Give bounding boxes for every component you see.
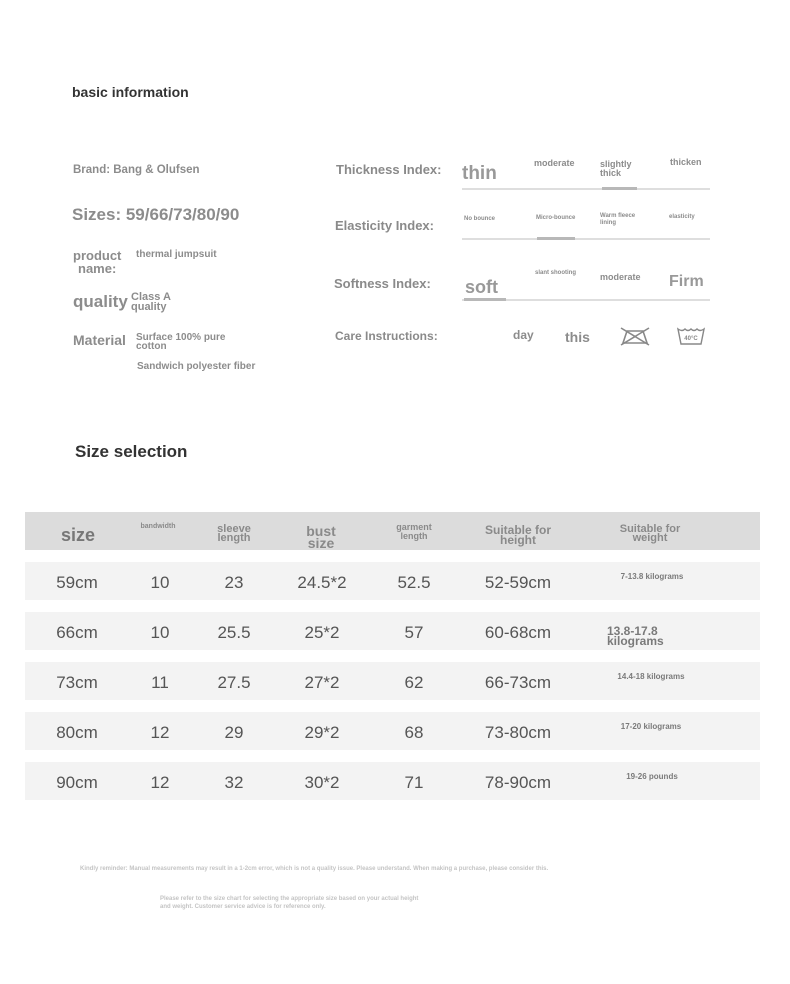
thickness-option-moderate: moderate	[534, 158, 575, 168]
cell-sleeve: 27.5	[217, 673, 251, 692]
size-advice-note: Please refer to the size chart for selecting the appropriate size based on your actual height and weight. Customer service advice is for reference only.	[160, 896, 419, 910]
cell-size: 66cm	[56, 623, 98, 642]
thickness-option-thin: thin	[462, 163, 497, 184]
care-instructions-text: Care Instructions:	[335, 329, 438, 343]
thickness-option-thicken: thicken	[670, 157, 702, 167]
cell-height: 66-73cm	[484, 673, 552, 692]
material-surface: Surface 100% pure cotton	[136, 332, 226, 352]
softness-option-slant-shooting: slant shooting	[535, 270, 576, 276]
header-sleeve-length: sleeve length	[217, 523, 251, 544]
softness-option-soft: soft	[465, 277, 498, 297]
thickness-scale-track	[462, 188, 710, 190]
cell-garment: 71	[404, 773, 424, 792]
cell-height: 52-59cm	[484, 573, 552, 592]
elasticity-option-warm-fleece: Warm fleece lining	[600, 213, 636, 226]
cell-sleeve: 25.5	[217, 623, 251, 642]
no-iron-icon	[619, 325, 651, 347]
cell-bust: 27*2	[304, 673, 340, 692]
thickness-selected-marker	[602, 187, 637, 190]
product-name-label	[73, 249, 143, 275]
care-this-text: this	[565, 329, 590, 345]
cell-bandwidth: 12	[150, 723, 170, 742]
cell-height: 78-90cm	[484, 773, 552, 792]
thickness-index-label: Thickness Index:	[336, 162, 442, 177]
quality-value: Class A quality	[131, 291, 171, 313]
cell-size: 73cm	[56, 673, 98, 692]
elasticity-option-elasticity: elasticity	[669, 214, 695, 220]
header-garment-length: garment length	[396, 522, 432, 541]
cell-sleeve: 29	[224, 723, 244, 742]
table-row	[25, 612, 760, 650]
cell-bust: 24.5*2	[297, 573, 347, 592]
cell-height: 60-68cm	[484, 623, 552, 642]
cell-weight: 14.4-18 kilograms	[617, 672, 685, 681]
table-row	[25, 762, 760, 800]
cell-garment: 62	[404, 673, 424, 692]
sizes-text: Sizes: 59/66/73/80/90	[72, 205, 240, 224]
table-row	[25, 562, 760, 600]
product-name-label-line2: name:	[78, 261, 117, 276]
elasticity-option-micro-bounce: Micro-bounce	[536, 215, 576, 221]
softness-index-label: Softness Index:	[334, 276, 431, 291]
cell-size: 80cm	[56, 723, 98, 742]
elasticity-index-label: Elasticity Index:	[335, 218, 434, 233]
cell-bust: 30*2	[304, 773, 340, 792]
elasticity-scale-track	[462, 238, 710, 240]
quality-label: quality	[73, 292, 128, 311]
cell-weight: 7-13.8 kilograms	[620, 572, 684, 581]
size-selection-title: Size selection	[75, 442, 188, 461]
header-suitable-height: Suitable for height	[484, 523, 551, 547]
cell-garment: 52.5	[397, 573, 431, 592]
product-name-value: thermal jumpsuit	[136, 249, 217, 260]
cell-sleeve: 32	[224, 773, 244, 792]
care-instructions-label	[335, 329, 438, 343]
wash-temp-label: 40°C	[684, 336, 698, 342]
header-bandwidth: bandwidth	[140, 523, 176, 530]
cell-bust: 25*2	[304, 623, 340, 642]
reminder-note: Kindly reminder: Manual measurements may result in a 1-2cm error, which is not a quality issue. Please understand. When making a purchase, please consider this.	[80, 866, 549, 872]
brand-text: Brand: Bang & Olufsen	[73, 164, 200, 176]
product-name-label-line1: product	[73, 248, 122, 263]
cell-weight: 13.8-17.8 kilograms	[607, 624, 664, 648]
cell-garment: 57	[404, 623, 424, 642]
table-row	[25, 712, 760, 750]
cell-size: 59cm	[56, 573, 98, 592]
cell-bust: 29*2	[304, 723, 340, 742]
header-size: size	[60, 525, 96, 545]
cell-sleeve: 23	[224, 573, 244, 592]
elasticity-selected-marker	[537, 237, 575, 240]
material-sandwich: Sandwich polyester fiber	[137, 361, 256, 372]
cell-bandwidth: 12	[150, 773, 170, 792]
material-label: Material	[73, 332, 126, 348]
basic-information-title: basic information	[72, 84, 189, 100]
cell-garment: 68	[404, 723, 424, 742]
softness-scale-track	[462, 299, 710, 301]
cell-bandwidth: 11	[151, 673, 169, 692]
cell-bandwidth: 10	[150, 573, 170, 592]
size-table-header	[25, 512, 760, 550]
softness-option-moderate: moderate	[600, 272, 641, 282]
elasticity-option-no-bounce: No bounce	[464, 216, 495, 222]
header-bust-size: bust size	[306, 523, 336, 551]
cell-weight: 19-26 pounds	[626, 772, 678, 781]
care-day-text: day	[513, 328, 534, 342]
table-row	[25, 662, 760, 700]
cell-bandwidth: 10	[150, 623, 170, 642]
header-suitable-weight: Suitable for weight	[619, 523, 681, 544]
cell-size: 90cm	[56, 773, 98, 792]
softness-selected-marker	[464, 298, 506, 301]
softness-option-firm: Firm	[669, 273, 704, 290]
thickness-option-slightly-thick: slightly thick	[600, 159, 632, 178]
cell-height: 73-80cm	[484, 723, 552, 742]
cell-weight: 17-20 kilograms	[620, 722, 682, 731]
wash-40-icon	[677, 326, 705, 346]
